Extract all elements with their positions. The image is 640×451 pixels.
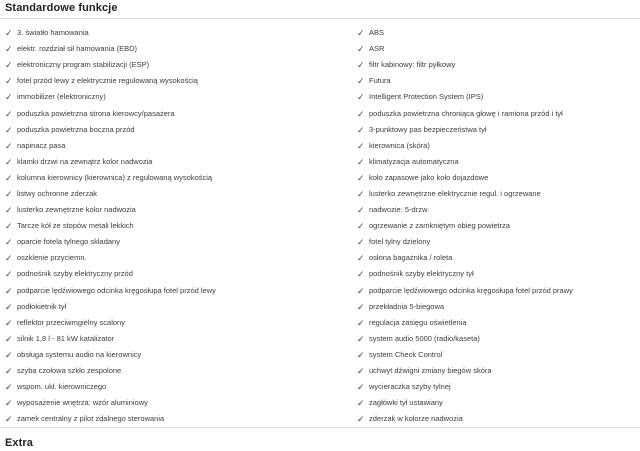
checkmark-icon: ✓: [5, 44, 13, 55]
checkmark-icon: ✓: [5, 92, 13, 103]
feature-item: [5, 283, 305, 299]
feature-item: [357, 299, 640, 315]
feature-label: ASR: [369, 44, 385, 54]
feature-label: elektr. rozdział sił hamowania (EBD): [17, 44, 138, 54]
feature-label: ogrzewanie z zamkniętym obieg powietrza: [369, 221, 510, 231]
feature-label: fotel przód lewy z elektrycznie regulowaną wysokością: [17, 76, 198, 86]
feature-label: podłokietnik tył: [17, 301, 67, 311]
feature-item: [5, 138, 305, 154]
feature-label: lusterko zewnętrzne kolor nadwozia: [17, 205, 136, 215]
feature-label: wyposażenie wnętrza: wzór aluminiowy: [17, 398, 148, 408]
checkmark-icon: ✓: [357, 60, 365, 71]
feature-label: obsługa systemu audio na kierownicy: [17, 349, 142, 359]
feature-label: immobilizer (elektroniczny): [17, 92, 106, 102]
checkmark-icon: ✓: [5, 382, 13, 393]
feature-label: oparcie fotela tylnego składany: [17, 237, 120, 247]
feature-label: ABS: [369, 28, 385, 38]
feature-item: [5, 347, 305, 363]
checkmark-icon: ✓: [357, 28, 365, 39]
feature-item: [357, 138, 640, 154]
feature-item: [357, 89, 640, 105]
feature-label: system audio 5000 (radio/kaseta): [369, 333, 480, 343]
feature-item: [5, 234, 305, 250]
feature-item: [5, 170, 305, 186]
feature-item: [5, 57, 305, 73]
feature-item: [357, 122, 640, 138]
checkmark-icon: ✓: [5, 188, 13, 199]
checkmark-icon: ✓: [5, 172, 13, 183]
feature-item: [357, 105, 640, 121]
checkmark-icon: ✓: [357, 205, 365, 216]
feature-item: [357, 202, 640, 218]
feature-item: [357, 266, 640, 282]
checkmark-icon: ✓: [5, 366, 13, 377]
checkmark-icon: ✓: [5, 317, 13, 328]
feature-item: [357, 154, 640, 170]
feature-item: [5, 395, 305, 411]
checkmark-icon: ✓: [357, 108, 365, 119]
feature-item: [357, 315, 640, 331]
feature-label: filtr kabinowy: filtr pyłkowy: [369, 60, 456, 70]
feature-item: [5, 331, 305, 347]
checkmark-icon: ✓: [5, 253, 13, 264]
checkmark-icon: ✓: [5, 333, 13, 344]
feature-item: [357, 379, 640, 395]
checkmark-icon: ✓: [5, 237, 13, 248]
feature-label: zagłówki tył ustawiany: [369, 398, 443, 408]
checkmark-icon: ✓: [357, 366, 365, 377]
checkmark-icon: ✓: [5, 156, 13, 167]
features-list-right: [357, 25, 640, 427]
feature-label: wycieraczka szyby tylnej: [369, 382, 451, 392]
checkmark-icon: ✓: [5, 140, 13, 151]
feature-label: napinacz pasa: [17, 140, 66, 150]
feature-item: [5, 122, 305, 138]
feature-label: poduszka powietrzna boczna przód: [17, 124, 135, 134]
feature-item: [357, 186, 640, 202]
divider: [0, 427, 640, 428]
feature-item: [5, 25, 305, 41]
feature-label: podnośnik szyby elektryczny tył: [369, 269, 474, 279]
checkmark-icon: ✓: [357, 44, 365, 55]
checkmark-icon: ✓: [5, 301, 13, 312]
checkmark-icon: ✓: [357, 269, 365, 280]
feature-label: klamki drzwi na zewnątrz kolor nadwozia: [17, 156, 153, 166]
checkmark-icon: ✓: [5, 285, 13, 296]
feature-label: 3. światło hamowania: [17, 28, 89, 38]
checkmark-icon: ✓: [357, 382, 365, 393]
feature-label: fotel tylny dzielony: [369, 237, 431, 247]
feature-item: [357, 170, 640, 186]
feature-item: [357, 73, 640, 89]
checkmark-icon: ✓: [5, 60, 13, 71]
checkmark-icon: ✓: [357, 188, 365, 199]
feature-item: [5, 105, 305, 121]
checkmark-icon: ✓: [5, 221, 13, 232]
checkmark-icon: ✓: [357, 414, 365, 425]
checkmark-icon: ✓: [357, 237, 365, 248]
checkmark-icon: ✓: [357, 124, 365, 135]
feature-item: [357, 347, 640, 363]
checkmark-icon: ✓: [5, 205, 13, 216]
feature-item: [5, 411, 305, 427]
feature-item: [357, 250, 640, 266]
feature-item: [5, 186, 305, 202]
checkmark-icon: ✓: [357, 317, 365, 328]
feature-label: klimatyzacja automatyczna: [369, 156, 459, 166]
feature-label: Tarcze kół ze stopów metali lekkich: [17, 221, 134, 231]
checkmark-icon: ✓: [5, 28, 13, 39]
checkmark-icon: ✓: [357, 398, 365, 409]
feature-label: osłona bagażnika / roleta: [369, 253, 453, 263]
checkmark-icon: ✓: [5, 398, 13, 409]
feature-item: [5, 379, 305, 395]
checkmark-icon: ✓: [357, 92, 365, 103]
feature-label: system Check Control: [369, 349, 443, 359]
feature-item: [5, 363, 305, 379]
feature-label: podnośnik szyby elektryczny przód: [17, 269, 133, 279]
extra-features-title: Extra: [5, 437, 34, 449]
checkmark-icon: ✓: [5, 414, 13, 425]
feature-label: elektroniczny program stabilizacji (ESP): [17, 60, 150, 70]
feature-label: podparcie lędźwiowego odcinka kręgosłupa fotel przód prawy: [369, 285, 573, 295]
feature-label: poduszka powietrzna strona kierowcy/pasażera: [17, 108, 175, 118]
checkmark-icon: ✓: [357, 285, 365, 296]
checkmark-icon: ✓: [357, 140, 365, 151]
checkmark-icon: ✓: [357, 76, 365, 87]
checkmark-icon: ✓: [357, 156, 365, 167]
feature-item: [5, 41, 305, 57]
feature-label: regulacja zasięgu oświetlenia: [369, 317, 467, 327]
checkmark-icon: ✓: [5, 349, 13, 360]
feature-label: podparcie lędźwiowego odcinka kręgosłupa fotel przód lewy: [17, 285, 216, 295]
feature-item: [357, 331, 640, 347]
checkmark-icon: ✓: [357, 253, 365, 264]
checkmark-icon: ✓: [357, 333, 365, 344]
feature-label: kierownica (skóra): [369, 140, 430, 150]
feature-item: [357, 218, 640, 234]
checkmark-icon: ✓: [5, 108, 13, 119]
feature-label: 3-punktowy pas bezpieczeństwa tył: [369, 124, 487, 134]
feature-label: silnik 1,8 l - 81 kW katalizator: [17, 333, 115, 343]
feature-label: listwy ochronne zderzak: [17, 188, 98, 198]
checkmark-icon: ✓: [5, 76, 13, 87]
checkmark-icon: ✓: [5, 269, 13, 280]
feature-item: [357, 41, 640, 57]
feature-item: [5, 315, 305, 331]
feature-item: [5, 202, 305, 218]
feature-label: Intelligent Protection System (IPS): [369, 92, 484, 102]
standard-features-title: Standardowe funkcje: [5, 2, 118, 14]
feature-label: kolumna kierownicy (kierownica) z regulowaną wysokością: [17, 172, 213, 182]
checkmark-icon: ✓: [5, 124, 13, 135]
feature-label: lusterko zewnętrzne elektrycznie regul. i ogrzewane: [369, 188, 541, 198]
feature-item: [357, 283, 640, 299]
feature-label: nadwozie: 5-drzw.: [369, 205, 430, 215]
feature-item: [357, 234, 640, 250]
checkmark-icon: ✓: [357, 349, 365, 360]
feature-label: zderzak w kolorze nadwozia: [369, 414, 463, 424]
feature-label: wspom. ukł. kierowniczego: [17, 382, 107, 392]
feature-label: zamek centralny z pilot zdalnego sterowania: [17, 414, 165, 424]
feature-item: [357, 395, 640, 411]
feature-item: [5, 299, 305, 315]
feature-label: oszklenie przyciemn.: [17, 253, 87, 263]
feature-label: poduszka powietrzna chroniąca głowę i ramiona przód i tył: [369, 108, 563, 118]
divider: [0, 18, 640, 19]
feature-item: [5, 89, 305, 105]
features-list-left: [5, 25, 305, 427]
feature-item: [5, 218, 305, 234]
feature-item: [357, 57, 640, 73]
feature-item: [5, 154, 305, 170]
feature-label: przekładnia 5-biegowa: [369, 301, 445, 311]
feature-label: reflektor przeciwmgielny scalony: [17, 317, 125, 327]
feature-label: koło zapasowe jako koło dojazdowe: [369, 172, 489, 182]
checkmark-icon: ✓: [357, 172, 365, 183]
feature-label: uchwyt dźwigni zmiany biegów skóra: [369, 366, 492, 376]
feature-item: [5, 73, 305, 89]
checkmark-icon: ✓: [357, 301, 365, 312]
feature-label: szyba czołowa szkło zespolone: [17, 366, 122, 376]
feature-item: [357, 363, 640, 379]
feature-label: Futura: [369, 76, 391, 86]
feature-item: [357, 25, 640, 41]
feature-item: [5, 250, 305, 266]
feature-item: [357, 411, 640, 427]
checkmark-icon: ✓: [357, 221, 365, 232]
feature-item: [5, 266, 305, 282]
